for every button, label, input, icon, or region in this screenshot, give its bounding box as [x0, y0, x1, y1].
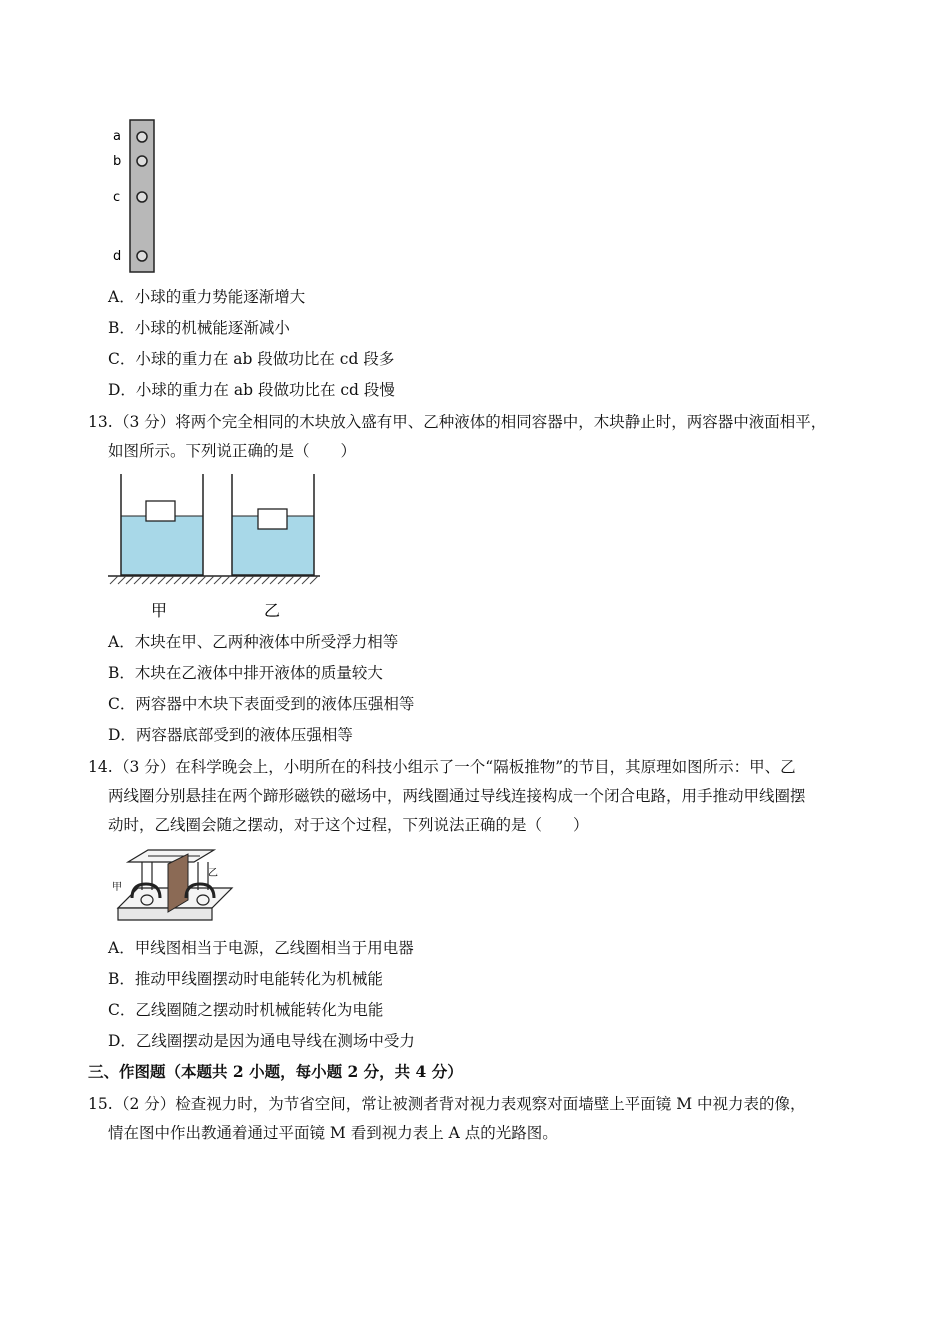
q13-option-b: B．木块在乙液体中排开液体的质量较大	[108, 664, 383, 682]
q15-stem-line2: 情在图中作出教通着通过平面镜 M 看到视力表上 A 点的光路图。	[108, 1124, 558, 1142]
q13-number: 13.	[88, 413, 113, 431]
q12-option-c: C．小球的重力在 ab 段做功比在 cd 段多	[108, 350, 395, 368]
q12-option-a: A．小球的重力势能逐渐增大	[108, 288, 306, 306]
q14-number: 14.	[88, 758, 113, 776]
q13-containers-figure	[106, 470, 326, 622]
label-c: c	[113, 190, 121, 205]
ball-c	[137, 192, 147, 202]
label-a: a	[113, 129, 121, 144]
q12-option-b: B．小球的机械能逐渐减小	[108, 319, 290, 337]
q15-stem-line1: （2 分）检查视力时，为节省空间，常让被测者背对视力表观察对面墙壁上平面镜 M 中视力表的像，	[114, 1095, 806, 1113]
q14-stem-line3: 动时，乙线圈会随之摆动，对于这个过程，下列说法正确的是（ ）	[108, 816, 589, 834]
liquid-left	[121, 516, 203, 575]
q14-coil-figure	[110, 846, 235, 928]
q13-stem-line2: 如图所示。下列说正确的是（ ）	[108, 442, 357, 460]
ball-d	[137, 251, 147, 261]
block-left	[146, 501, 175, 521]
label-d: d	[113, 249, 122, 264]
label-jia: 甲	[112, 882, 122, 893]
q14-stem-line2: 两线圈分别悬挂在两个蹄形磁铁的磁场中，两线圈通过导线连接构成一个闭合电路，用手推动甲线圈摆	[108, 787, 806, 805]
q15-number: 15.	[88, 1095, 113, 1113]
q12-option-d: D．小球的重力在 ab 段做功比在 cd 段慢	[108, 381, 395, 399]
label-yi: 乙	[208, 868, 218, 879]
label-b: b	[113, 154, 122, 169]
q14-option-c: C．乙线圈随之摆动时机械能转化为电能	[108, 1001, 384, 1019]
label-yi: 乙	[264, 601, 281, 620]
q13-option-d: D．两容器底部受到的液体压强相等	[108, 726, 353, 744]
section-heading: 三、作图题（本题共 2 小题，每小题 2 分，共 4 分）	[88, 1062, 463, 1081]
label-jia: 甲	[151, 601, 168, 620]
ball-a	[137, 132, 147, 142]
q14-option-a: A．甲线图相当于电源，乙线圈相当于用电器	[108, 939, 414, 957]
q14-stem-line1: （3 分）在科学晚会上，小明所在的科技小组示了一个“隔板推物”的节目，其原理如图所示：甲、乙	[114, 758, 796, 776]
q13-option-c: C．两容器中木块下表面受到的液体压强相等	[108, 695, 415, 713]
ball-b	[137, 156, 147, 166]
q13-stem-line1: （3 分）将两个完全相同的木块放入盛有甲、乙种液体的相同容器中，木块静止时，两容器中液面相平，	[114, 413, 827, 431]
block-right	[258, 509, 287, 529]
q14-option-d: D．乙线圈摆动是因为通电导线在测场中受力	[108, 1032, 415, 1050]
q13-option-a: A．木块在甲、乙两种液体中所受浮力相等	[108, 633, 399, 651]
q14-option-b: B．推动甲线圈摆动时电能转化为机械能	[108, 970, 383, 988]
q12-tube-figure	[108, 118, 168, 278]
